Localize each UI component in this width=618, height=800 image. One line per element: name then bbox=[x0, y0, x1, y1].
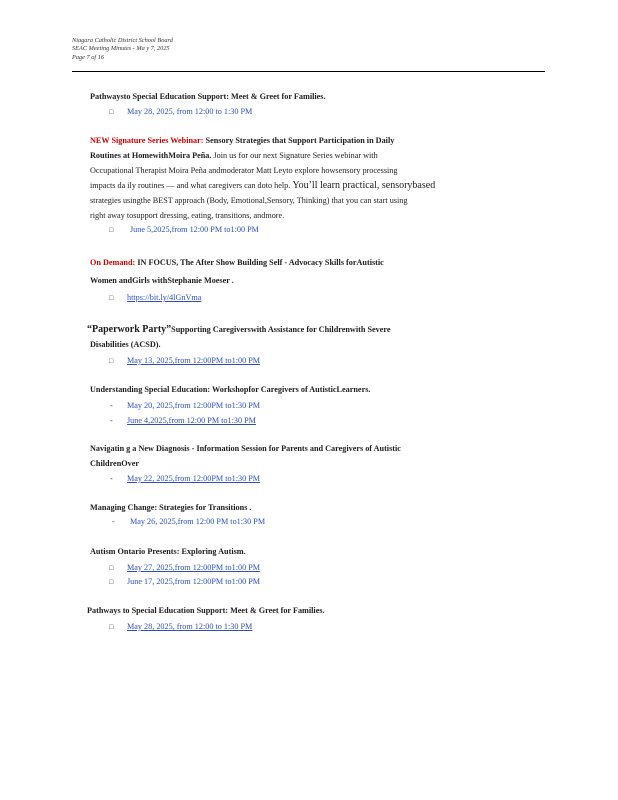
s4-line1 bbox=[87, 325, 390, 335]
s4-bullet-icon: □ bbox=[109, 357, 114, 365]
s3-bullet-icon: □ bbox=[109, 294, 114, 302]
s6-title: Navigatin g a New Diagnosis - Information Session for Parents and Caregivers of Autistic bbox=[90, 444, 401, 453]
s1-title: Pathwaysto Special Education Support: Meet & Greet for Families. bbox=[90, 92, 326, 101]
s4-line2: Disabilities (ACSD). bbox=[90, 340, 161, 349]
s9-date: May 28, 2025, from 12:00 to 1:30 PM bbox=[127, 622, 253, 631]
document-header bbox=[72, 37, 173, 62]
s5-dash-2: - bbox=[110, 416, 113, 425]
s2-label: NEW Signature Series Webinar: bbox=[90, 136, 204, 145]
s2-line2-rest: Join us for our next Signature Series webinar with bbox=[211, 151, 378, 160]
s9-title: Pathways to Special Education Support: Meet & Greet for Families. bbox=[87, 606, 325, 615]
s6-dash: - bbox=[110, 474, 113, 483]
s6-date: May 22, 2025,from 12:00PM to1:30 PM bbox=[127, 474, 261, 483]
s4-quote: “Paperwork Party” bbox=[87, 324, 172, 335]
s2-bullet-icon: □ bbox=[109, 226, 114, 234]
s7-dash: - bbox=[112, 517, 115, 526]
s4-title: Supporting Caregiverswith Assistance for Childrenwith Severe bbox=[171, 325, 391, 334]
s5-date-1: May 20, 2025,from 12:00PM to1:30 PM bbox=[127, 401, 261, 410]
s8-bullet-icon-2: □ bbox=[109, 578, 114, 586]
s8-date-2: June 17, 2025,from 12:00PM to1:00 PM bbox=[127, 577, 261, 586]
s3-line2: Women andGirls withStephanie Moeser . bbox=[90, 276, 234, 285]
s3-title: IN FOCUS, The After Show Building Self - Advocacy Skills forAutistic bbox=[135, 258, 384, 267]
s2-line2 bbox=[90, 151, 378, 161]
s2-line4 bbox=[90, 181, 435, 191]
header-meeting: SEAC Meeting Minutes - Ma y 7, 2025 bbox=[72, 45, 170, 53]
s2-line4a: impacts da ily routines — and what caregivers can doto help. bbox=[90, 181, 291, 190]
s5-date-2: June 4,2025,from 12:00 PM to1:30 PM bbox=[127, 416, 256, 425]
s4-date: May 13, 2025,from 12:00PM to1:00 PM bbox=[127, 356, 261, 365]
header-org: Niagara Catholic District School Board bbox=[72, 37, 173, 44]
s7-title: Managing Change: Strategies for Transitions . bbox=[90, 503, 252, 512]
s3-line1 bbox=[90, 258, 384, 268]
s1-date: May 28, 2025, from 12:00 to 1:30 PM bbox=[127, 107, 253, 116]
s8-title: Autism Ontario Presents: Exploring Autism. bbox=[90, 547, 246, 556]
s2-line2-bold: Routines at HomewithMoira Peña. bbox=[90, 151, 212, 160]
header-page: Page 7 of 16 bbox=[72, 53, 105, 61]
s2-title: Sensory Strategies that Support Participation in Daily bbox=[203, 136, 395, 145]
s2-line3: Occupational Therapist Moira Peña andmoderator Matt Leyto explore howsensory processing bbox=[90, 166, 398, 175]
s8-bullet-icon-1: □ bbox=[109, 564, 114, 572]
s2-line6: right away tosupport dressing, eating, transitions, andmore. bbox=[90, 211, 285, 220]
s5-title: Understanding Special Education: Workshopfor Caregivers of AutisticLearners. bbox=[90, 385, 371, 394]
header-rule bbox=[72, 71, 545, 72]
s2-date: June 5,2025,from 12:00 PM to1:00 PM bbox=[130, 225, 259, 234]
s9-bullet-icon: □ bbox=[109, 623, 114, 631]
s3-link[interactable]: https://bit.ly/4lGnVma bbox=[127, 293, 202, 302]
s2-line5: strategies usingthe BEST approach (Body, Emotional,Sensory, Thinking) that you can start using bbox=[90, 196, 408, 205]
s1-bullet-icon: □ bbox=[109, 108, 114, 116]
s6-line2: ChildrenOver bbox=[90, 459, 139, 468]
s8-date-1: May 27, 2025,from 12:00PM to1:00 PM bbox=[127, 563, 261, 572]
s2-line4b: You’ll learn practical, sensorybased bbox=[292, 180, 436, 191]
s7-date: May 26, 2025,from 12:00 PM to1:30 PM bbox=[130, 517, 266, 526]
s3-label: On Demand: bbox=[90, 258, 136, 267]
s5-dash-1: - bbox=[110, 401, 113, 410]
s2-line1 bbox=[90, 136, 394, 146]
